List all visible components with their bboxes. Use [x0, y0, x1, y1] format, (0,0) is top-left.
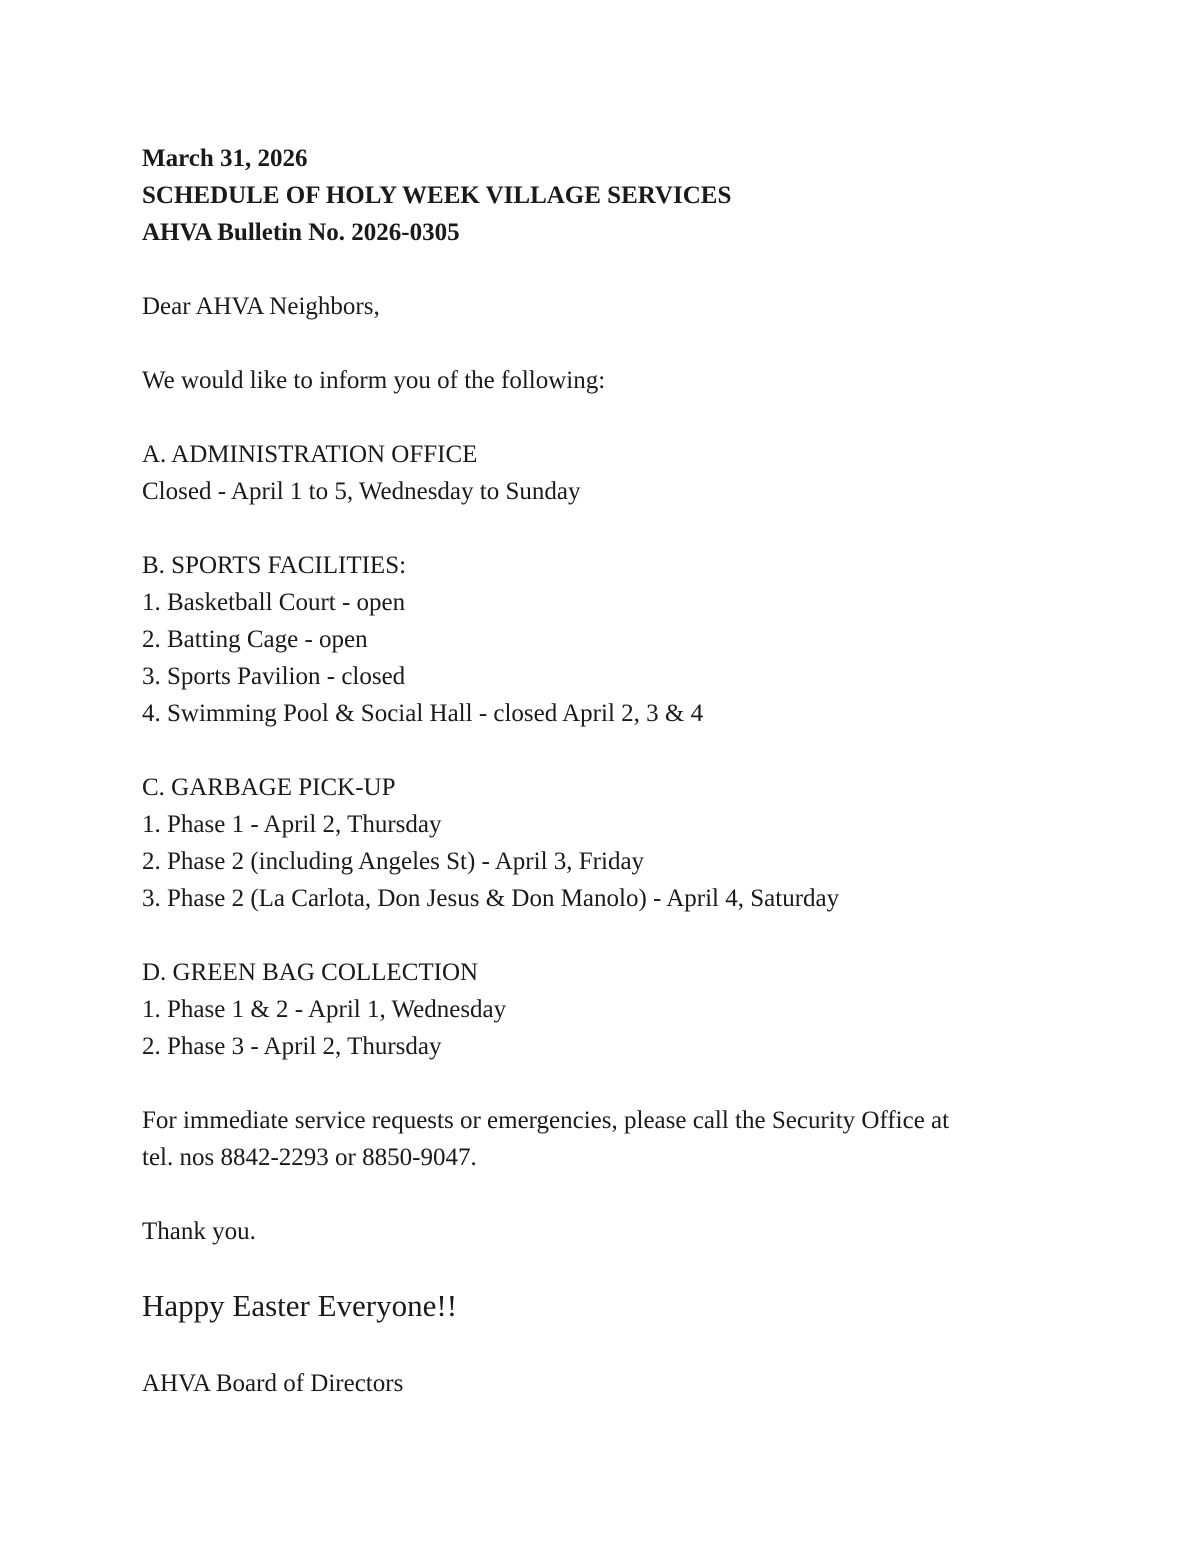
- section-item: 2. Batting Cage - open: [142, 626, 368, 653]
- section-heading: D. GREEN BAG COLLECTION: [142, 959, 479, 986]
- section-item: Closed - April 1 to 5, Wednesday to Sunday: [142, 478, 581, 505]
- letter-date: March 31, 2026: [142, 145, 308, 172]
- section-heading: B. SPORTS FACILITIES:: [142, 552, 407, 579]
- section-item: 3. Phase 2 (La Carlota, Don Jesus & Don Manolo) - April 4, Saturday: [142, 885, 840, 912]
- section-item: 4. Swimming Pool & Social Hall - closed April 2, 3 & 4: [142, 700, 704, 727]
- section-item: 1. Phase 1 - April 2, Thursday: [142, 811, 442, 838]
- section-heading: C. GARBAGE PICK-UP: [142, 774, 396, 801]
- bulletin-number: AHVA Bulletin No. 2026-0305: [142, 219, 460, 246]
- contact-paragraph: [142, 1102, 1062, 1176]
- section-sports-facilities: [142, 547, 1062, 732]
- section-item: 2. Phase 2 (including Angeles St) - April 3, Friday: [142, 848, 645, 875]
- section-green-bag-collection: [142, 954, 1062, 1065]
- letter-title: SCHEDULE OF HOLY WEEK VILLAGE SERVICES: [142, 182, 732, 209]
- section-item: 2. Phase 3 - April 2, Thursday: [142, 1033, 442, 1060]
- letter-header: [142, 140, 1062, 251]
- easter-greeting: Happy Easter Everyone!!: [142, 1288, 458, 1323]
- intro-text: We would like to inform you of the following:: [142, 367, 606, 394]
- contact-phone-numbers: tel. nos 8842-2293 or 8850-9047.: [142, 1144, 477, 1171]
- section-administration-office: [142, 436, 1062, 510]
- salutation: Dear AHVA Neighbors,: [142, 293, 380, 320]
- section-item: 1. Basketball Court - open: [142, 589, 406, 616]
- section-item: 1. Phase 1 & 2 - April 1, Wednesday: [142, 996, 507, 1023]
- section-heading: A. ADMINISTRATION OFFICE: [142, 441, 478, 468]
- section-garbage-pickup: [142, 769, 1062, 917]
- closing-text: Thank you.: [142, 1218, 256, 1245]
- signature: AHVA Board of Directors: [142, 1370, 404, 1397]
- section-item: 3. Sports Pavilion - closed: [142, 663, 406, 690]
- letter-body: [142, 140, 1062, 1402]
- contact-line: For immediate service requests or emergencies, please call the Security Office at: [142, 1107, 950, 1134]
